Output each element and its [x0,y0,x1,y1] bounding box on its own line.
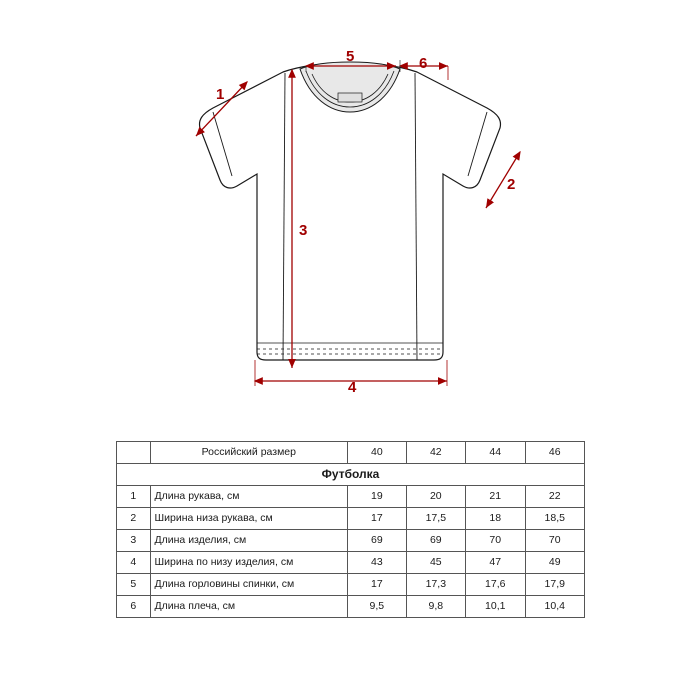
row-name: Длина рукава, см [150,486,348,508]
row-value: 17,5 [406,508,465,530]
header-size-0: 40 [348,442,407,464]
header-size-2: 44 [466,442,525,464]
row-value: 18 [466,508,525,530]
table-row [117,552,585,574]
row-value: 20 [406,486,465,508]
row-value: 21 [466,486,525,508]
row-value: 18,5 [525,508,585,530]
row-value: 45 [406,552,465,574]
table-row [117,574,585,596]
row-value: 9,5 [348,596,407,618]
row-value: 69 [348,530,407,552]
row-value: 47 [466,552,525,574]
dimension-label-4: 4 [348,379,357,396]
row-value: 43 [348,552,407,574]
row-name: Длина плеча, см [150,596,348,618]
dimension-label-5: 5 [346,48,355,65]
row-value: 69 [406,530,465,552]
header-size-3: 46 [525,442,585,464]
table-row [117,530,585,552]
row-num: 4 [117,552,151,574]
row-num: 6 [117,596,151,618]
dimension-label-6: 6 [419,55,428,72]
row-value: 10,4 [525,596,585,618]
row-value: 70 [466,530,525,552]
dimension-label-1: 1 [216,86,225,103]
row-value: 17,6 [466,574,525,596]
table-section-row [117,464,585,486]
header-empty-cell [117,442,151,464]
size-table-container [116,441,585,618]
table-header-row [117,442,585,464]
row-name: Длина изделия, см [150,530,348,552]
row-value: 10,1 [466,596,525,618]
row-value: 17 [348,574,407,596]
size-table [116,441,585,618]
table-row [117,486,585,508]
row-num: 3 [117,530,151,552]
row-num: 1 [117,486,151,508]
row-num: 2 [117,508,151,530]
dimension-label-3: 3 [299,222,308,239]
row-num: 5 [117,574,151,596]
row-value: 49 [525,552,585,574]
row-value: 22 [525,486,585,508]
header-size-label: Российский размер [150,442,348,464]
header-size-1: 42 [406,442,465,464]
row-name: Ширина по низу изделия, см [150,552,348,574]
row-value: 17,9 [525,574,585,596]
dimension-label-2: 2 [507,176,516,193]
row-value: 9,8 [406,596,465,618]
table-row [117,508,585,530]
table-row [117,596,585,618]
row-value: 17,3 [406,574,465,596]
row-value: 70 [525,530,585,552]
row-value: 17 [348,508,407,530]
row-name: Длина горловины спинки, см [150,574,348,596]
neck-tag [338,93,362,102]
row-name: Ширина низа рукава, см [150,508,348,530]
section-title: Футболка [117,464,585,486]
row-value: 19 [348,486,407,508]
